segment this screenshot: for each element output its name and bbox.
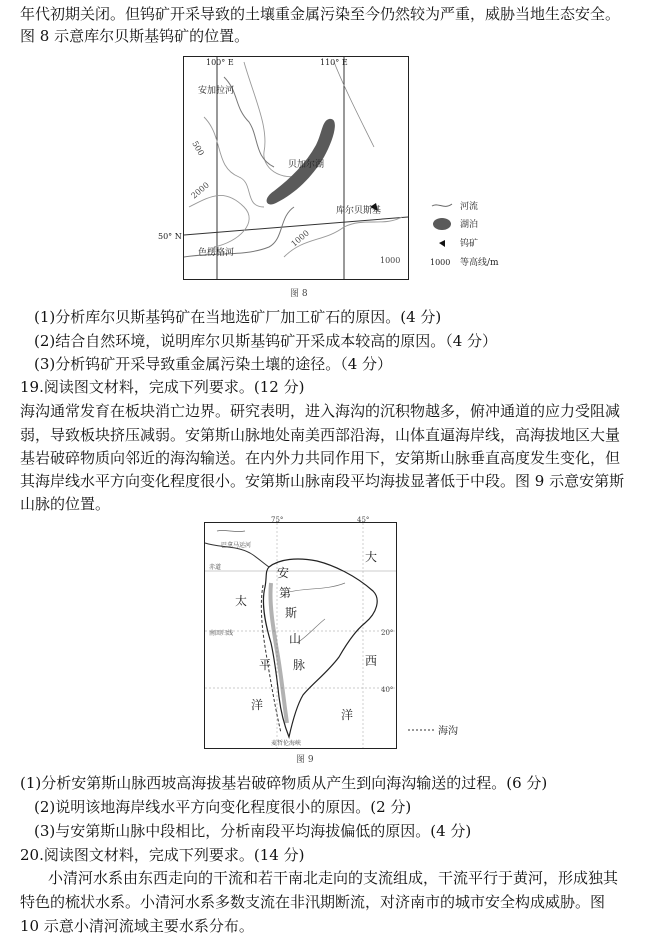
q19-para-line-2: 弱，导致板块挤压减弱。安第斯山脉地处南美西部沿海，山体直逼海岸线，高海拔地区大量 (20, 426, 621, 444)
legend-contour-label: 等高线/m (460, 258, 499, 268)
ocean-char-yang-atlantic: 洋 (341, 708, 354, 722)
legend-lake-icon (433, 218, 451, 230)
lon-label-100: 100° E (206, 58, 234, 67)
q19-sub3: (3)与安第斯山脉中段相比，分析南段平均海拔偏低的原因。(4 分) (34, 822, 472, 840)
q18-sub2: (2)结合自然环境，说明库尔贝斯基钨矿开采成本较高的原因。（4 分） (34, 332, 498, 350)
lat-label-50: 50° N (158, 232, 182, 241)
label-angara-river: 安加拉河 (198, 86, 235, 96)
legend-contour-sample: 1000 (430, 258, 451, 267)
q19-para-line-4: 其海岸线水平方向变化程度很小。安第斯山脉南段平均海拔显著低于中段。图 9 示意安第斯 (20, 472, 625, 490)
ocean-char-tai: 太 (235, 594, 248, 608)
label-panama-canal: 巴拿马运河 (221, 542, 252, 549)
q19-para-line-5: 山脉的位置。 (20, 495, 111, 513)
figure-8-map (158, 56, 409, 280)
label-kurbeski: 库尔贝斯基 (336, 206, 382, 216)
andes-char-si: 斯 (285, 606, 298, 620)
fig9-lon-75: 75° (271, 516, 284, 524)
andes-char-di: 第 (279, 586, 292, 600)
q20-para-line-1: 小清河水系由东西走向的干流和若干南北走向的支流组成，干流平行于黄河，形成独其 (48, 869, 619, 887)
contour-label-1000-b: 1000 (380, 256, 401, 265)
ocean-char-ping: 平 (259, 658, 272, 672)
ocean-char-yang-pacific: 洋 (251, 698, 264, 712)
legend-mine-icon (439, 240, 445, 247)
label-lake-baikal: 贝加尔湖 (288, 160, 325, 170)
q20-para-line-3: 10 示意小清河流域主要水系分布。 (20, 917, 254, 935)
figure-9-map (204, 516, 397, 749)
ocean-char-da: 大 (365, 550, 378, 564)
q19-para-line-1: 海沟通常发育在板块消亡边界。研究表明，进入海沟的沉积物越多，俯冲通道的应力受阻减 (20, 402, 621, 420)
figure-9-caption: 图 9 (296, 755, 314, 765)
fig9-lat-40: 40° (381, 686, 394, 694)
lon-label-110: 110° E (320, 58, 348, 67)
intro-line-1: 年代初期关闭。但钨矿开采导致的土壤重金属污染至今仍然较为严重，威胁当地生态安全。 (20, 5, 621, 23)
label-tropic-capricorn: 南回归线 (209, 630, 234, 637)
q18-sub1: (1)分析库尔贝斯基钨矿在当地选矿厂加工矿石的原因。(4 分) (34, 308, 442, 326)
figure-8-legend (430, 196, 530, 276)
andes-char-mai: 脉 (293, 658, 306, 672)
legend-trench-label: 海沟 (438, 726, 458, 737)
figure-9-legend (406, 722, 466, 738)
figure-8-caption: 图 8 (290, 289, 308, 299)
legend-river-label: 河流 (460, 202, 479, 212)
q19-para-line-3: 基岩破碎物质向邻近的海沟输送。在内外力共同作用下，安第斯山脉垂直高度发生变化，但 (20, 449, 621, 467)
legend-mine-label: 钨矿 (460, 239, 479, 249)
fig9-lat-20: 20° (381, 629, 394, 637)
q19-title: 19.阅读图文材料，完成下列要求。(12 分) (20, 378, 305, 396)
ocean-char-xi: 西 (365, 654, 378, 668)
q20-para-line-2: 特色的梳状水系。小清河水系多数支流在非汛期断流，对济南市的城市安全构成威胁。图 (20, 893, 606, 911)
contour-label-1000-a: 1000 (289, 228, 311, 249)
fig9-lon-45: 45° (357, 516, 370, 524)
legend-river-icon (432, 204, 452, 206)
label-magellan-strait: 麦哲伦海峡 (271, 740, 302, 747)
contour-label-2000: 2000 (189, 180, 211, 201)
label-equator: 赤道 (209, 564, 222, 571)
q20-title: 20.阅读图文材料，完成下列要求。(14 分) (20, 846, 305, 864)
andes-char-an: 安 (277, 566, 290, 580)
label-selenga-river: 色楞格河 (198, 248, 235, 258)
intro-line-2: 图 8 示意库尔贝斯基钨矿的位置。 (20, 27, 250, 45)
q19-sub2: (2)说明该地海岸线水平方向变化程度很小的原因。(2 分) (34, 798, 412, 816)
contour-label-500: 500 (190, 139, 206, 158)
q18-sub3: (3)分析钨矿开采导致重金属污染土壤的途径。（4 分） (34, 355, 393, 373)
andes-char-shan: 山 (289, 632, 302, 646)
legend-lake-label: 湖泊 (460, 220, 479, 230)
q19-sub1: (1)分析安第斯山脉西坡高海拔基岩破碎物质从产生到向海沟输送的过程。(6 分) (20, 774, 548, 792)
